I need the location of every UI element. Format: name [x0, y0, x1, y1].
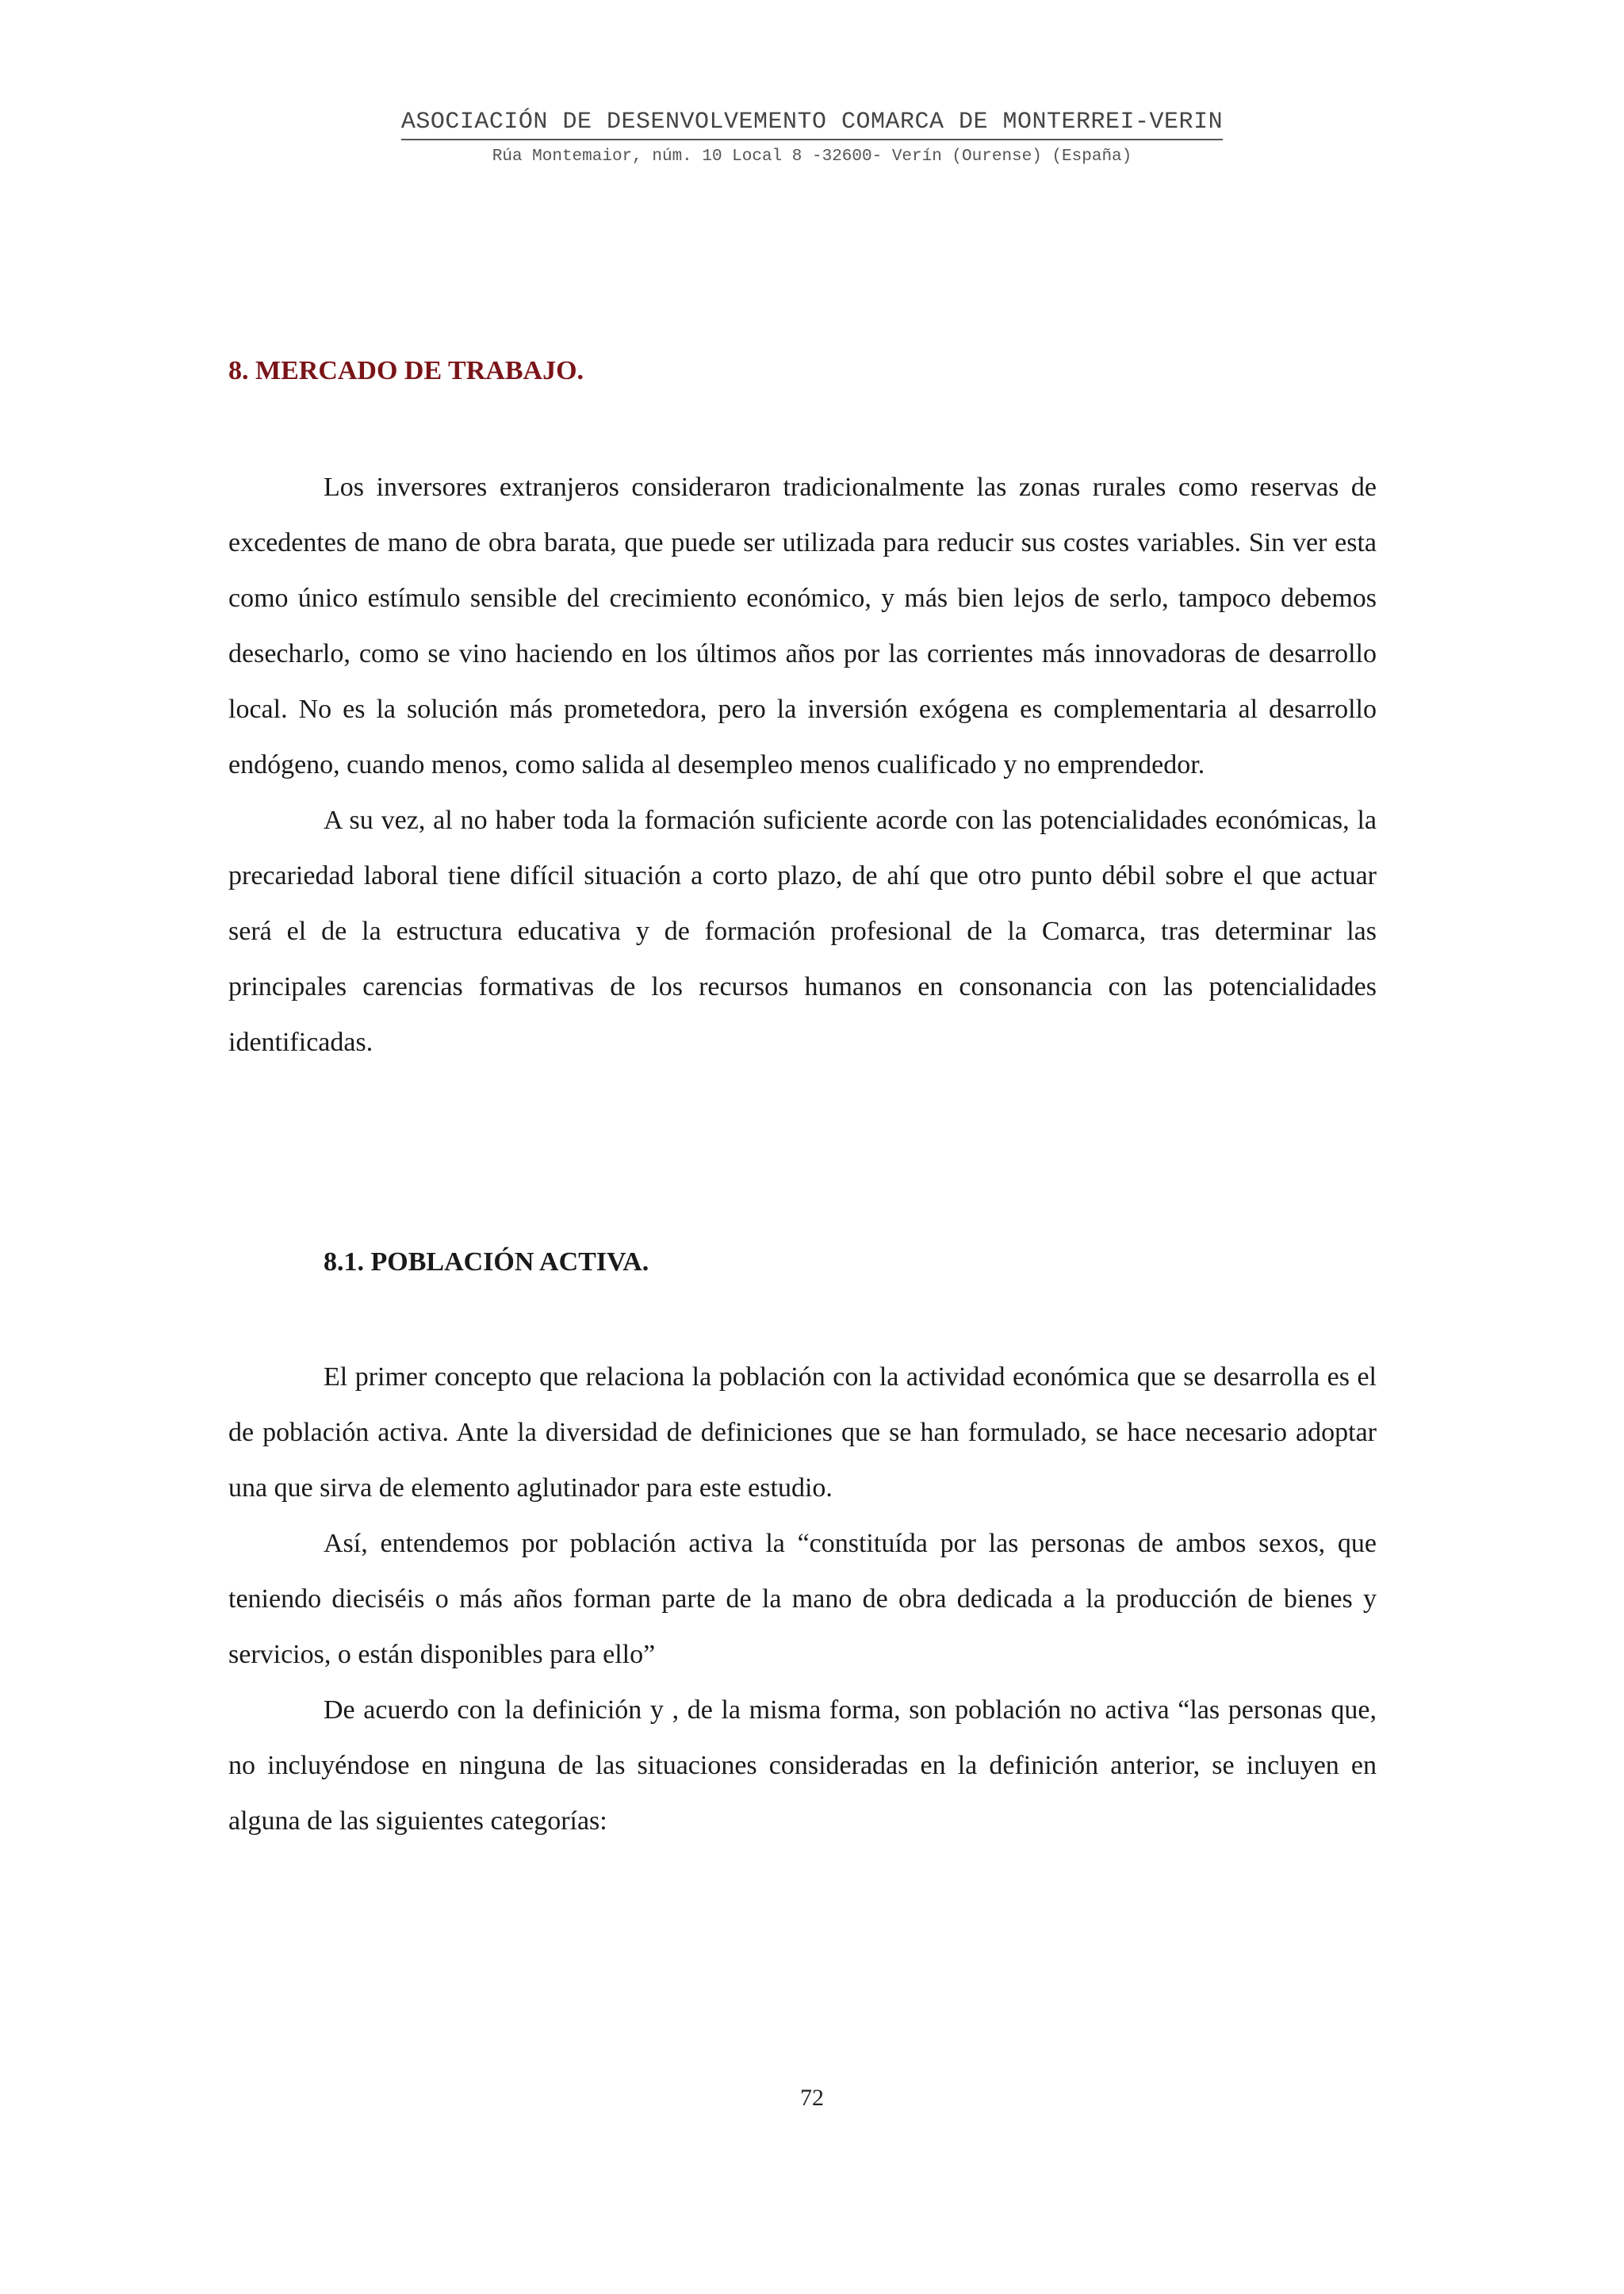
subsection-title: 8.1. POBLACIÓN ACTIVA. — [324, 1247, 649, 1277]
organization-name: ASOCIACIÓN DE DESENVOLVEMENTO COMARCA DE MONTERREI-VERIN — [401, 108, 1223, 140]
section-body — [228, 460, 1377, 1070]
paragraph: De acuerdo con la definición y , de la misma forma, son población no activa “las personas que, no incluyéndose en ninguna de las situaciones consideradas en la definición anterior, se incluyen en alguna de las siguientes categorías: — [228, 1695, 1377, 1836]
paragraph: Así, entendemos por población activa la “constituída por las personas de ambos sexos, que teniendo dieciséis o más años forman parte de la mano de obra dedicada a la producción de bienes y servicios, o están disponibles para ello” — [228, 1529, 1377, 1669]
page-number: 72 — [800, 2085, 824, 2111]
page-header — [0, 108, 1624, 167]
paragraph: El primer concepto que relaciona la población con la actividad económica que se desarrolla es el de población activa. Ante la diversidad de definiciones que se han formulado, se hace necesario adoptar una que sirva de elemento aglutinador para este estudio. — [228, 1362, 1377, 1503]
organization-address: Rúa Montemaior, núm. 10 Local 8 -32600- Verín (Ourense) (España) — [492, 147, 1132, 166]
paragraph: A su vez, al no haber toda la formación suficiente acorde con las potencialidades económicas, la precariedad laboral tiene difícil situación a corto plazo, de ahí que otro punto débil sobre el que actuar será el de la estructura educativa y de formación profesional de la Comarca, tras determinar las principales carencias formativas de los recursos humanos en consonancia con las potencialidades identificadas. — [228, 806, 1377, 1057]
paragraph: Los inversores extranjeros consideraron tradicionalmente las zonas rurales como reservas de excedentes de mano de obra barata, que puede ser utilizada para reducir sus costes variables. Sin ver esta como único estímulo sensible del crecimiento económico, y más bien lejos de serlo, tampoco debemos desecharlo, como se vino haciendo en los últimos años por las corrientes más innovadoras de desarrollo local. No es la solución más prometedora, pero la inversión exógena es complementaria al desarrollo endógeno, cuando menos, como salida al desempleo menos cualificado y no emprendedor. — [228, 473, 1377, 779]
subsection-body — [228, 1350, 1377, 1849]
section-title: 8. MERCADO DE TRABAJO. — [228, 356, 584, 385]
